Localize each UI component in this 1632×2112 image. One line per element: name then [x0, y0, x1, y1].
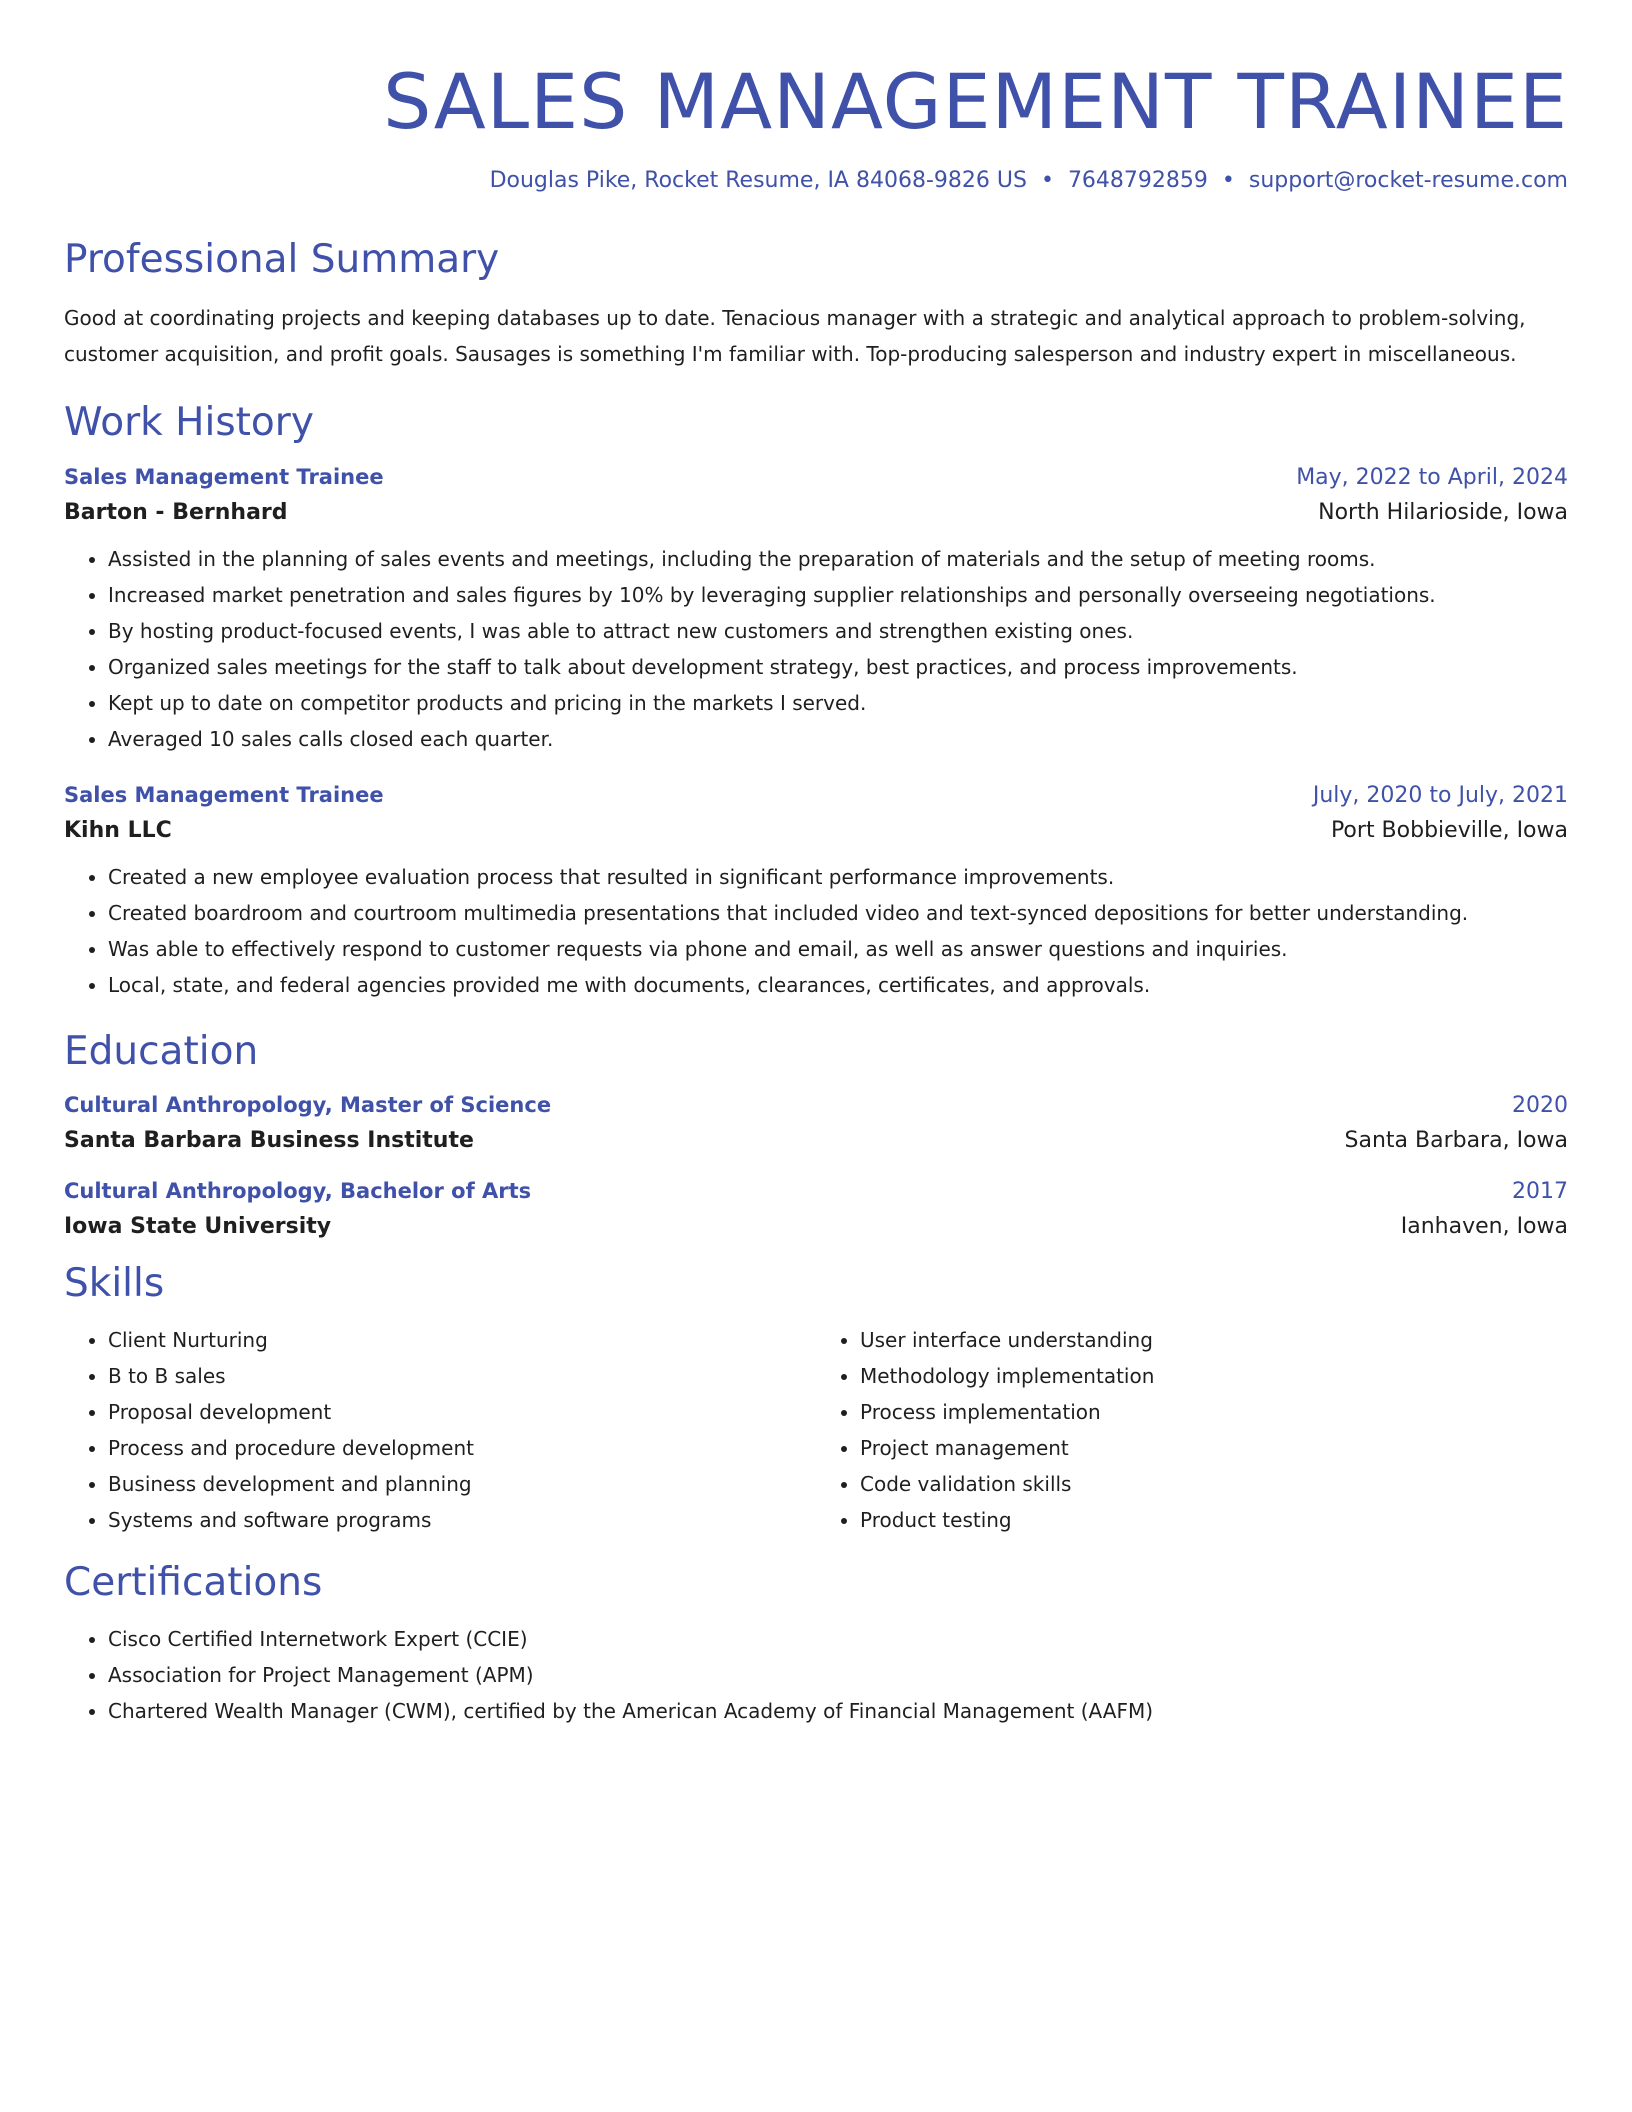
- education-school-row: [64, 1214, 1568, 1239]
- summary-section: [64, 237, 1568, 372]
- job-dates: May, 2022 to April, 2024: [1296, 464, 1568, 490]
- education-entry: [64, 1093, 1568, 1153]
- work-history-heading: Work History: [64, 399, 314, 445]
- education-entry: [64, 1179, 1568, 1239]
- contact-line: [64, 168, 1568, 193]
- education-year: 2020: [1512, 1093, 1568, 1119]
- list-item: • Cisco Certified Internetwork Expert (CCIE): [108, 1621, 1568, 1657]
- list-item: • Methodology implementation: [860, 1358, 1568, 1394]
- job-entry: [64, 465, 1568, 757]
- education-header-row: [64, 1093, 1568, 1118]
- list-item: • Local, state, and federal agencies provided me with documents, clearances, certificates, and approvals.: [108, 967, 1568, 1003]
- certifications-section: [64, 1560, 1568, 1729]
- education-degree: Cultural Anthropology, Bachelor of Arts: [64, 1179, 532, 1204]
- education-heading: Education: [64, 1028, 259, 1074]
- list-item: • Created boardroom and courtroom multimedia presentations that included video and text-synced depositions for better understanding.: [108, 895, 1568, 931]
- list-item: • Increased market penetration and sales figures by 10% by leveraging supplier relationships and personally overseeing negotiations.: [108, 577, 1568, 613]
- skills-section: [64, 1261, 1568, 1538]
- list-item: • Product testing: [860, 1502, 1568, 1538]
- summary-text: Good at coordinating projects and keeping databases up to date. Tenacious manager with a strategic and analytical approach to problem-solving, customer acquisition, and profit goals. Sausages is something I'm familiar with. Top-producing salesperson and industry expert in miscellaneous.: [64, 305, 1526, 366]
- education-section: [64, 1029, 1568, 1240]
- list-item: • Association for Project Management (APM): [108, 1657, 1568, 1693]
- job-company-row: [64, 818, 1568, 843]
- skills-right-list: [816, 1322, 1568, 1538]
- list-item: • Created a new employee evaluation process that resulted in significant performance improvements.: [108, 859, 1568, 895]
- contact-address: Douglas Pike, Rocket Resume, IA 84068-9826 US: [489, 168, 1027, 193]
- list-item: • Organized sales meetings for the staff to talk about development strategy, best practices, and process improvements.: [108, 649, 1568, 685]
- work-history-section: [64, 400, 1568, 1003]
- list-item: • Business development and planning: [108, 1466, 816, 1502]
- list-item: • Averaged 10 sales calls closed each quarter.: [108, 721, 1568, 757]
- job-role: Sales Management Trainee: [64, 464, 384, 489]
- education-school-row: [64, 1128, 1568, 1153]
- list-item: • Process and procedure development: [108, 1430, 816, 1466]
- list-item: • User interface understanding: [860, 1322, 1568, 1358]
- list-item: • Systems and software programs: [108, 1502, 816, 1538]
- job-bullets: [64, 541, 1568, 757]
- skills-heading: Skills: [64, 1261, 165, 1307]
- contact-separator: •: [1221, 168, 1235, 193]
- list-item: • By hosting product-focused events, I was able to attract new customers and strengthen existing ones.: [108, 613, 1568, 649]
- summary-heading: Professional Summary: [64, 237, 500, 282]
- resume-page: [64, 0, 1568, 1729]
- job-entry: [64, 783, 1568, 1003]
- list-item: • Client Nurturing: [108, 1322, 816, 1358]
- list-item: • Project management: [860, 1430, 1568, 1466]
- contact-separator: •: [1040, 168, 1054, 193]
- education-year: 2017: [1512, 1179, 1568, 1205]
- list-item: • Assisted in the planning of sales events and meetings, including the preparation of materials and the setup of meeting rooms.: [108, 541, 1568, 577]
- job-location: North Hilarioside, Iowa: [1318, 499, 1568, 525]
- list-item: • Chartered Wealth Manager (CWM), certified by the American Academy of Financial Management (AAFM): [108, 1693, 1568, 1729]
- job-company-row: [64, 500, 1568, 525]
- job-location: Port Bobbieville, Iowa: [1330, 817, 1568, 843]
- education-degree: Cultural Anthropology, Master of Science: [64, 1093, 552, 1118]
- certifications-heading: Certifications: [64, 1560, 323, 1606]
- list-item: • Was able to effectively respond to customer requests via phone and email, as well as answer questions and inquiries.: [108, 931, 1568, 967]
- job-company: Barton - Bernhard: [64, 499, 288, 525]
- list-item: • Code validation skills: [860, 1466, 1568, 1502]
- job-bullets: [64, 859, 1568, 1003]
- job-header-row: [64, 465, 1568, 490]
- list-item: • Process implementation: [860, 1394, 1568, 1430]
- skills-columns: [64, 1322, 1568, 1538]
- job-dates: July, 2020 to July, 2021: [1312, 782, 1568, 808]
- list-item: • Kept up to date on competitor products and pricing in the markets I served.: [108, 685, 1568, 721]
- job-company: Kihn LLC: [64, 817, 172, 843]
- job-role: Sales Management Trainee: [64, 782, 384, 807]
- skills-left-list: [64, 1322, 816, 1538]
- list-item: • B to B sales: [108, 1358, 816, 1394]
- education-school: Iowa State University: [64, 1214, 332, 1240]
- education-header-row: [64, 1179, 1568, 1204]
- education-location: Ianhaven, Iowa: [1400, 1214, 1568, 1240]
- education-location: Santa Barbara, Iowa: [1344, 1128, 1568, 1154]
- contact-phone: 7648792859: [1067, 168, 1208, 193]
- education-school: Santa Barbara Business Institute: [64, 1128, 474, 1154]
- contact-email: support@rocket-resume.com: [1248, 168, 1568, 193]
- list-item: • Proposal development: [108, 1394, 816, 1430]
- certifications-list: [64, 1621, 1568, 1729]
- job-header-row: [64, 783, 1568, 808]
- resume-title: SALES MANAGEMENT TRAINEE: [383, 57, 1568, 146]
